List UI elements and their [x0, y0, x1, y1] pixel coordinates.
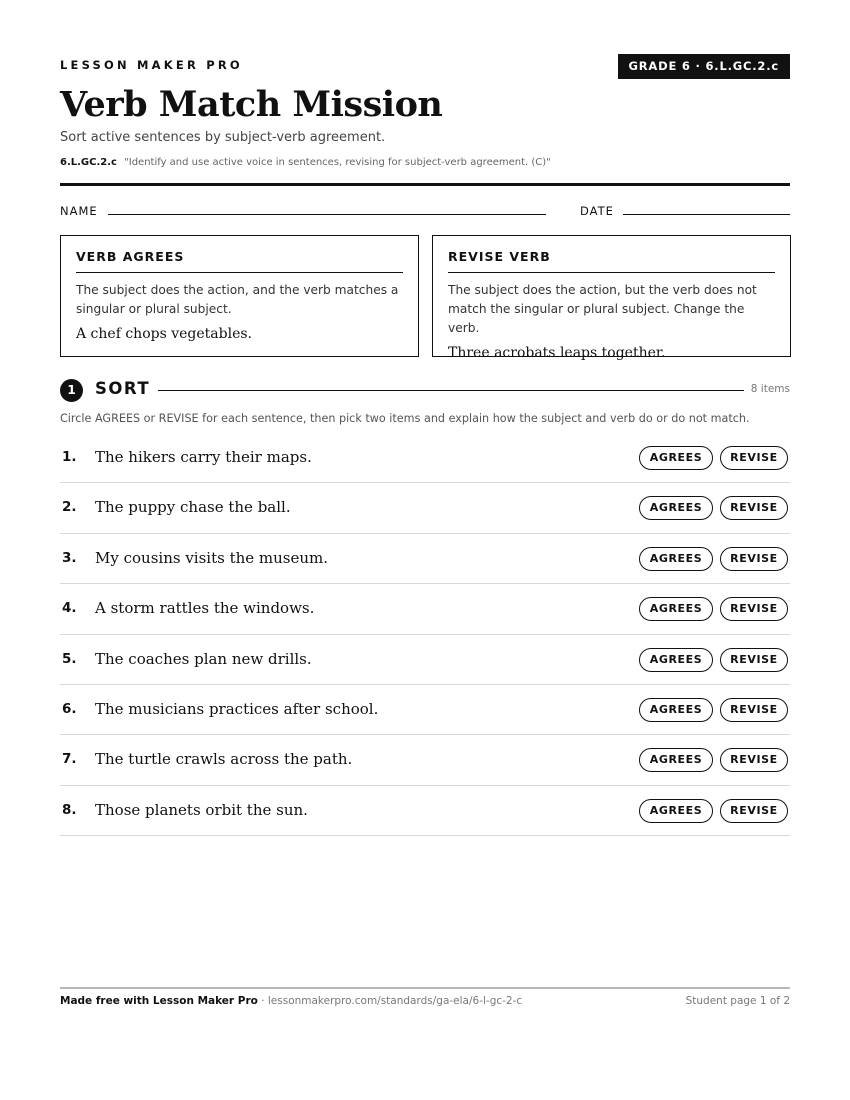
- box-description: The subject does the action, and the verb matches a singular or plural subject.: [76, 283, 399, 316]
- date-field-line[interactable]: [623, 214, 790, 215]
- standard-code: 6.L.GC.2.c: [60, 157, 117, 168]
- brand-name: LESSON MAKER PRO: [60, 58, 243, 72]
- item-number: 7.: [62, 751, 77, 768]
- page-title: Verb Match Mission: [60, 84, 443, 125]
- worksheet-page: [60, 0, 790, 1100]
- item-number: 4.: [62, 600, 77, 617]
- item-sentence: The hikers carry their maps.: [95, 448, 312, 466]
- footer-url[interactable]: · lessonmakerpro.com/standards/ga-ela/6-l-gc-2-c: [257, 995, 523, 1007]
- list-item: [60, 786, 790, 836]
- sentence-list: [60, 433, 790, 836]
- revise-option[interactable]: REVISE: [720, 446, 788, 470]
- agrees-option[interactable]: AGREES: [639, 698, 713, 722]
- standard-text: "Identify and use active voice in sentences, revising for subject-verb agreement. (C)": [124, 157, 551, 168]
- revise-option[interactable]: REVISE: [720, 799, 788, 823]
- footer-credit: [60, 995, 522, 1007]
- section-number: 1: [60, 379, 83, 402]
- item-number: 8.: [62, 801, 77, 818]
- item-sentence: A storm rattles the windows.: [95, 599, 315, 618]
- agrees-option[interactable]: AGREES: [639, 748, 713, 772]
- list-item: [60, 483, 790, 533]
- footer-made-with: Made free with Lesson Maker Pro: [60, 995, 258, 1007]
- verb-agrees-box: [60, 235, 419, 357]
- list-item: [60, 534, 790, 584]
- section-title: SORT: [95, 379, 151, 398]
- revise-option[interactable]: REVISE: [720, 648, 788, 672]
- item-number: 2.: [62, 499, 77, 516]
- item-number: 1.: [62, 449, 77, 465]
- revise-option[interactable]: REVISE: [720, 748, 788, 772]
- footer-page-number: Student page 1 of 2: [685, 995, 790, 1007]
- item-sentence: The puppy chase the ball.: [95, 498, 291, 517]
- standard-line: [60, 157, 551, 168]
- agrees-option[interactable]: AGREES: [639, 597, 713, 621]
- page-subtitle: Sort active sentences by subject-verb agreement.: [60, 130, 386, 145]
- item-sentence: The turtle crawls across the path.: [95, 750, 353, 769]
- item-sentence: Those planets orbit the sun.: [95, 800, 308, 819]
- section-rule: [158, 390, 744, 391]
- item-sentence: My cousins visits the museum.: [95, 548, 329, 567]
- header-divider: [60, 183, 790, 186]
- item-sentence: The coaches plan new drills.: [95, 649, 312, 668]
- revise-option[interactable]: REVISE: [720, 496, 788, 520]
- footer-divider: [60, 987, 790, 989]
- agrees-option[interactable]: AGREES: [639, 446, 713, 470]
- list-item: [60, 433, 790, 483]
- date-label: DATE: [580, 204, 614, 218]
- item-sentence: The musicians practices after school.: [95, 699, 379, 718]
- revise-verb-box: [432, 235, 791, 361]
- revise-option[interactable]: REVISE: [720, 597, 788, 621]
- section-count: 8 items: [750, 383, 790, 395]
- revise-option[interactable]: REVISE: [720, 698, 788, 722]
- agrees-option[interactable]: AGREES: [639, 648, 713, 672]
- agrees-option[interactable]: AGREES: [639, 496, 713, 520]
- name-label: NAME: [60, 204, 98, 218]
- name-field-line[interactable]: [108, 214, 546, 215]
- grade-badge: GRADE 6 · 6.L.GC.2.c: [618, 54, 790, 79]
- list-item: [60, 584, 790, 634]
- list-item: [60, 735, 790, 785]
- item-number: 5.: [62, 650, 77, 667]
- box-example: A chef chops vegetables.: [76, 326, 252, 342]
- box-description: The subject does the action, but the verb does not match the singular or plural subject. Change the verb.: [448, 283, 757, 335]
- list-item: [60, 685, 790, 735]
- box-example: Three acrobats leaps together.: [448, 345, 666, 361]
- box-title: REVISE VERB: [448, 249, 775, 273]
- agrees-option[interactable]: AGREES: [639, 799, 713, 823]
- item-number: 6.: [62, 700, 77, 717]
- revise-option[interactable]: REVISE: [720, 547, 788, 571]
- item-number: 3.: [62, 549, 77, 566]
- agrees-option[interactable]: AGREES: [639, 547, 713, 571]
- box-title: VERB AGREES: [76, 249, 403, 273]
- section-instructions: Circle AGREES or REVISE for each sentence, then pick two items and explain how the subject and verb do or do not match.: [60, 412, 750, 425]
- list-item: [60, 635, 790, 685]
